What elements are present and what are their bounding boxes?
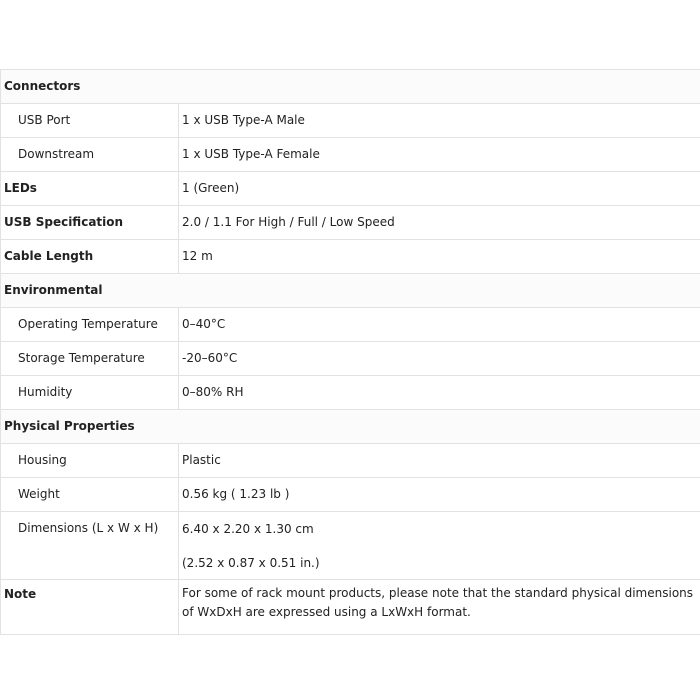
spec-row-leds <box>1 172 700 206</box>
spec-value-housing: Plastic <box>179 444 700 478</box>
dimensions-metric: 6.40 x 2.20 x 1.30 cm <box>182 522 314 536</box>
spec-label-humidity: Humidity <box>1 376 179 410</box>
spec-value-weight: 0.56 kg ( 1.23 lb ) <box>179 478 700 512</box>
section-row-physical-properties <box>1 410 700 444</box>
spec-label-cable-length: Cable Length <box>1 240 179 274</box>
spec-value-usb-specification: 2.0 / 1.1 For High / Full / Low Speed <box>179 206 700 240</box>
spec-label-downstream: Downstream <box>1 138 179 172</box>
spec-value-operating-temperature: 0–40°C <box>179 308 700 342</box>
spec-label-usb-port: USB Port <box>1 104 179 138</box>
spec-value-leds: 1 (Green) <box>179 172 700 206</box>
spec-label-note: Note <box>1 580 179 635</box>
spec-row-dimensions <box>1 512 700 580</box>
spec-row-weight <box>1 478 700 512</box>
spec-label-leds: LEDs <box>1 172 179 206</box>
spec-row-usb-port <box>1 104 700 138</box>
spec-value-humidity: 0–80% RH <box>179 376 700 410</box>
spec-label-housing: Housing <box>1 444 179 478</box>
spec-row-downstream <box>1 138 700 172</box>
spec-value-storage-temperature: -20–60°C <box>179 342 700 376</box>
spec-label-dimensions: Dimensions (L x W x H) <box>1 512 179 580</box>
dimensions-imperial: (2.52 x 0.87 x 0.51 in.) <box>182 556 320 570</box>
spec-row-housing <box>1 444 700 478</box>
section-row-environmental <box>1 274 700 308</box>
spec-row-storage-temperature <box>1 342 700 376</box>
spec-label-usb-specification: USB Specification <box>1 206 179 240</box>
section-heading-environmental: Environmental <box>1 274 700 308</box>
section-heading-connectors: Connectors <box>1 70 700 104</box>
specifications-table <box>0 69 700 635</box>
section-heading-physical-properties: Physical Properties <box>1 410 700 444</box>
spec-label-operating-temperature: Operating Temperature <box>1 308 179 342</box>
spec-row-cable-length <box>1 240 700 274</box>
spec-row-usb-specification <box>1 206 700 240</box>
spec-value-usb-port: 1 x USB Type-A Male <box>179 104 700 138</box>
spec-value-downstream: 1 x USB Type-A Female <box>179 138 700 172</box>
section-row-connectors <box>1 70 700 104</box>
spec-label-storage-temperature: Storage Temperature <box>1 342 179 376</box>
spec-value-cable-length: 12 m <box>179 240 700 274</box>
spec-value-note: For some of rack mount products, please note that the standard physical dimensions of WxDxH are expressed using a LxWxH format. <box>179 580 700 635</box>
spec-row-note <box>1 580 700 635</box>
spec-value-dimensions <box>179 512 700 580</box>
spec-label-weight: Weight <box>1 478 179 512</box>
spec-row-humidity <box>1 376 700 410</box>
spec-row-operating-temperature <box>1 308 700 342</box>
